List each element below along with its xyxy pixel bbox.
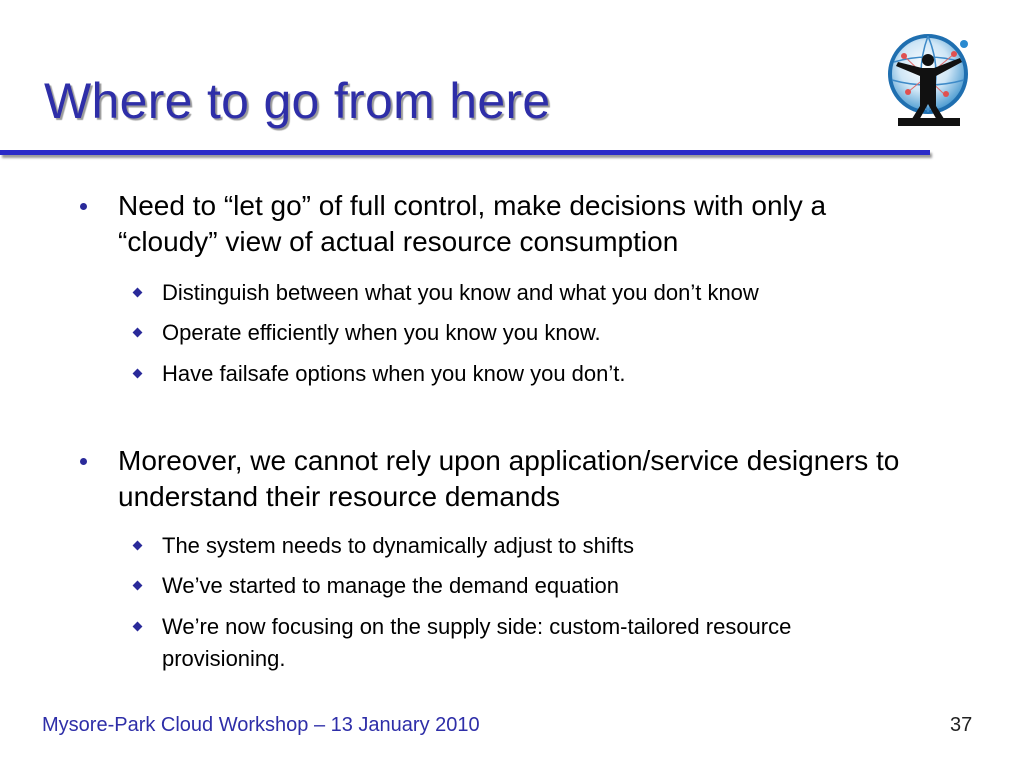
sub-bullet-text: Operate efficiently when you know you know. <box>162 320 601 345</box>
bullet-dot-icon <box>80 203 87 210</box>
slide-title: Where to go from here <box>44 73 551 129</box>
person-globe-logo-icon <box>884 32 974 128</box>
sub-bullet-text: Have failsafe options when you know you don’t. <box>162 361 626 386</box>
diamond-bullet-icon <box>133 288 143 298</box>
sub-bullet-item <box>134 611 874 675</box>
diamond-bullet-icon <box>133 581 143 591</box>
diamond-bullet-icon <box>133 541 143 551</box>
bullet-dot-icon <box>80 458 87 465</box>
sub-bullet-item <box>134 530 954 562</box>
bullet-text: Moreover, we cannot rely upon application/service designers to understand their resource demands <box>118 445 900 512</box>
diamond-bullet-icon <box>133 622 143 632</box>
title-underline <box>0 150 930 155</box>
sub-bullet-text: We’re now focusing on the supply side: custom-tailored resource provisioning. <box>162 614 792 671</box>
footer-workshop-label: Mysore-Park Cloud Workshop – 13 January 2010 <box>42 714 480 736</box>
bullet-text: Need to “let go” of full control, make decisions with only a “cloudy” view of actual resource consumption <box>118 190 827 257</box>
sub-bullet-text: Distinguish between what you know and what you don’t know <box>162 280 759 305</box>
diamond-bullet-icon <box>133 328 143 338</box>
sub-bullet-item <box>134 277 954 309</box>
diamond-bullet-icon <box>133 369 143 379</box>
page-number: 37 <box>950 714 973 736</box>
sub-bullet-text: We’ve started to manage the demand equation <box>162 573 620 598</box>
sub-bullet-item <box>134 358 954 390</box>
sub-bullet-item <box>134 570 954 602</box>
bullet-item <box>80 188 920 260</box>
bullet-item <box>80 443 920 515</box>
sub-bullet-item <box>134 317 954 349</box>
sub-bullet-text: The system needs to dynamically adjust to shifts <box>162 533 634 558</box>
